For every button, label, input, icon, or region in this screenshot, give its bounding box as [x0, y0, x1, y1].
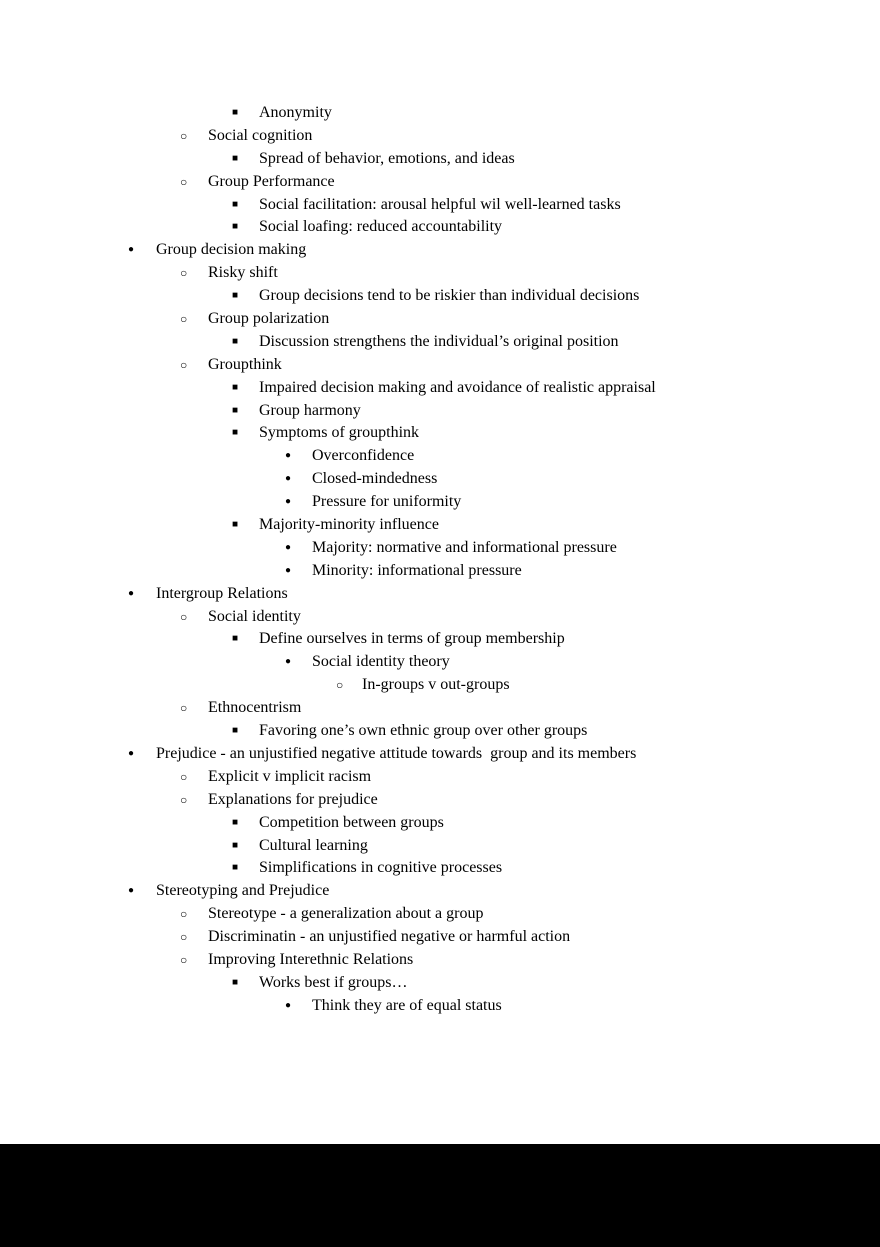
list-item-text: Think they are of equal status [312, 996, 502, 1014]
square-bullet-icon: ■ [232, 335, 239, 347]
list-item [0, 720, 880, 743]
list-item [0, 903, 880, 926]
circle-bullet-icon: ○ [180, 609, 188, 624]
square-bullet-icon: ■ [232, 839, 239, 851]
circle-bullet-icon: ○ [180, 701, 188, 716]
list-item-text: Discussion strengthens the individual’s original position [259, 332, 619, 350]
disc-bullet-icon: ● [128, 587, 135, 599]
square-bullet-icon: ■ [232, 633, 239, 645]
list-item [0, 308, 880, 331]
list-item-text: Prejudice - an unjustified negative attitude towards group and its members [156, 744, 637, 762]
disc-bullet-icon: ● [285, 473, 292, 485]
list-item [0, 835, 880, 858]
list-item [0, 926, 880, 949]
disc-bullet-icon: ● [285, 450, 292, 462]
list-item [0, 285, 880, 308]
circle-bullet-icon: ○ [180, 174, 188, 189]
list-item-text: Minority: informational pressure [312, 561, 522, 579]
disc-bullet-icon: ● [285, 496, 292, 508]
list-item [0, 262, 880, 285]
list-item [0, 674, 880, 697]
list-item-text: Stereotyping and Prejudice [156, 882, 330, 900]
list-item [0, 125, 880, 148]
list-item [0, 583, 880, 606]
circle-bullet-icon: ○ [180, 128, 188, 143]
letterbox-bar [0, 1144, 880, 1247]
disc-bullet-icon: ● [128, 885, 135, 897]
square-bullet-icon: ■ [232, 152, 239, 164]
list-item [0, 812, 880, 835]
circle-bullet-icon: ○ [180, 357, 188, 372]
list-item-text: Define ourselves in terms of group membership [259, 630, 565, 648]
square-bullet-icon: ■ [232, 381, 239, 393]
square-bullet-icon: ■ [232, 290, 239, 302]
list-item [0, 628, 880, 651]
list-item [0, 491, 880, 514]
list-item [0, 171, 880, 194]
square-bullet-icon: ■ [232, 816, 239, 828]
square-bullet-icon: ■ [232, 725, 239, 737]
list-item [0, 766, 880, 789]
list-item-text: Favoring one’s own ethnic group over other groups [259, 722, 588, 740]
square-bullet-icon: ■ [232, 519, 239, 531]
circle-bullet-icon: ○ [180, 312, 188, 327]
list-item-text: Pressure for uniformity [312, 493, 462, 511]
square-bullet-icon: ■ [232, 862, 239, 874]
list-item-text: Discriminatin - an unjustified negative or harmful action [208, 928, 571, 946]
circle-bullet-icon: ○ [336, 678, 344, 693]
disc-bullet-icon: ● [128, 747, 135, 759]
list-item [0, 239, 880, 262]
list-item-text: Explanations for prejudice [208, 790, 378, 808]
square-bullet-icon: ■ [232, 107, 239, 118]
list-item-text: Social loafing: reduced accountability [259, 218, 503, 236]
circle-bullet-icon: ○ [180, 266, 188, 281]
list-item-text: Majority-minority influence [259, 516, 439, 534]
list-item [0, 331, 880, 354]
disc-bullet-icon: ● [285, 999, 292, 1011]
list-item-text: Competition between groups [259, 813, 444, 831]
list-item-text: Symptoms of groupthink [259, 424, 420, 442]
list-item [0, 789, 880, 812]
list-item [0, 995, 880, 1018]
list-item [0, 102, 880, 125]
circle-bullet-icon: ○ [180, 792, 188, 807]
list-item [0, 697, 880, 720]
list-item-text: Overconfidence [312, 447, 415, 465]
list-item-text: Impaired decision making and avoidance of realistic appraisal [259, 378, 656, 396]
square-bullet-icon: ■ [232, 198, 239, 210]
list-item-text: Anonymity [259, 104, 332, 121]
list-item-text: Simplifications in cognitive processes [259, 859, 503, 877]
list-item-text: Group decisions tend to be riskier than individual decisions [259, 287, 640, 305]
list-item [0, 857, 880, 880]
disc-bullet-icon: ● [128, 244, 135, 256]
square-bullet-icon: ■ [232, 427, 239, 439]
list-item-text: Majority: normative and informational pressure [312, 538, 617, 556]
list-item-text: Groupthink [208, 355, 282, 373]
list-item [0, 972, 880, 995]
list-item [0, 468, 880, 491]
disc-bullet-icon: ● [285, 564, 292, 576]
list-item-text: Spread of behavior, emotions, and ideas [259, 149, 515, 167]
list-item [0, 743, 880, 766]
list-item-text: Stereotype - a generalization about a group [208, 905, 484, 923]
list-item [0, 445, 880, 468]
list-item-text: Cultural learning [259, 836, 368, 854]
list-item [0, 606, 880, 629]
list-item [0, 514, 880, 537]
list-item [0, 651, 880, 674]
list-item [0, 216, 880, 239]
list-item-text: Ethnocentrism [208, 699, 302, 717]
list-item [0, 422, 880, 445]
list-item-text: Social identity [208, 607, 301, 625]
list-item-text: Group polarization [208, 310, 330, 328]
list-item-text: Social facilitation: arousal helpful wil well-learned tasks [259, 195, 621, 213]
list-item-text: In-groups v out-groups [362, 676, 510, 694]
list-item-text: Group Performance [208, 172, 335, 190]
disc-bullet-icon: ● [285, 656, 292, 668]
list-item [0, 560, 880, 583]
list-item-text: Risky shift [208, 264, 278, 282]
outline-list [0, 102, 880, 1018]
list-item-text: Group decision making [156, 241, 307, 259]
circle-bullet-icon: ○ [180, 930, 188, 945]
list-item-text: Social identity theory [312, 653, 450, 671]
list-item [0, 537, 880, 560]
list-item [0, 949, 880, 972]
list-item-text: Social cognition [208, 126, 313, 144]
list-item [0, 194, 880, 217]
list-item [0, 400, 880, 423]
square-bullet-icon: ■ [232, 404, 239, 416]
circle-bullet-icon: ○ [180, 952, 188, 967]
list-item-text: Improving Interethnic Relations [208, 950, 414, 968]
list-item [0, 148, 880, 171]
circle-bullet-icon: ○ [180, 769, 188, 784]
list-item-text: Closed-mindedness [312, 470, 438, 488]
list-item-text: Group harmony [259, 401, 361, 419]
disc-bullet-icon: ● [285, 541, 292, 553]
list-item [0, 377, 880, 400]
square-bullet-icon: ■ [232, 221, 239, 233]
list-item [0, 880, 880, 903]
list-item-text: Intergroup Relations [156, 584, 288, 602]
circle-bullet-icon: ○ [180, 907, 188, 922]
list-item [0, 354, 880, 377]
list-item-text: Works best if groups… [259, 973, 408, 991]
square-bullet-icon: ■ [232, 976, 239, 988]
list-item-text: Explicit v implicit racism [208, 767, 372, 785]
